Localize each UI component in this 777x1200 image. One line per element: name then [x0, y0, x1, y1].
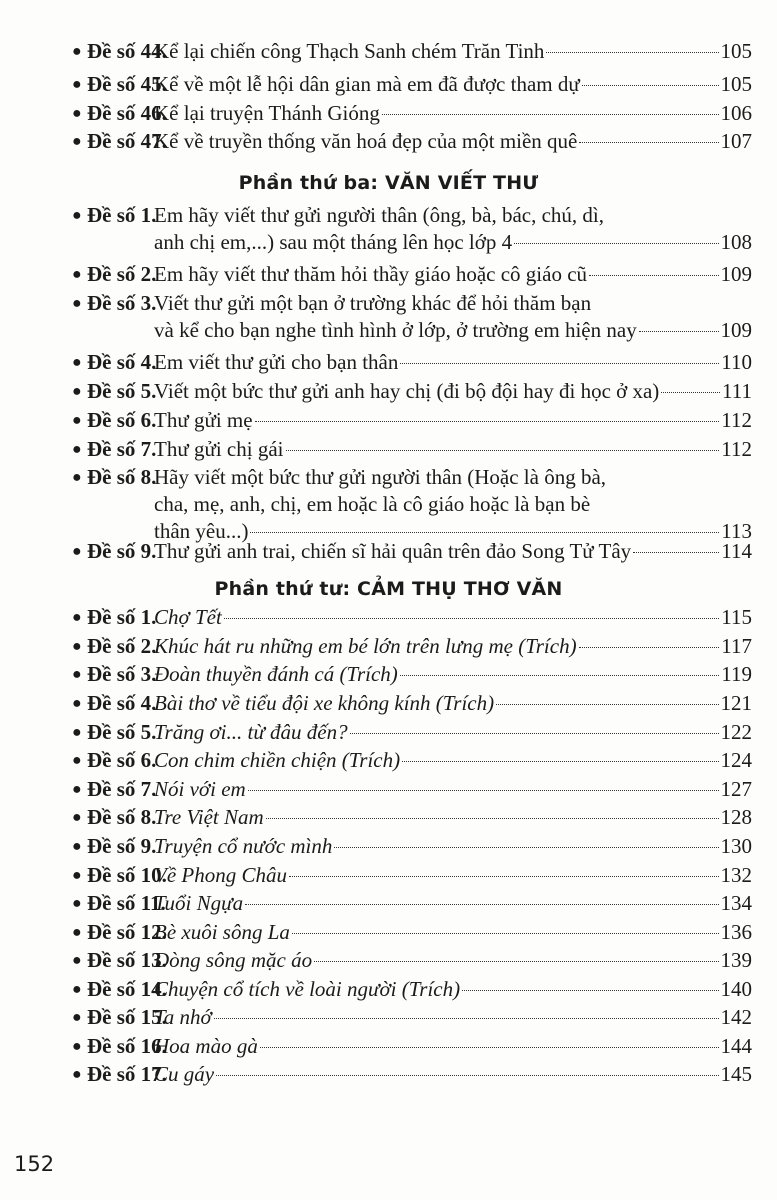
toc-entry	[72, 890, 752, 917]
entry-page-number: 112	[721, 437, 752, 461]
entry-number: Đề số 44.	[87, 39, 167, 63]
section-heading: Phần thứ ba: VĂN VIẾT THƯ	[238, 172, 539, 194]
toc-entry	[72, 661, 752, 688]
entry-number: Đề số 13.	[87, 948, 167, 972]
toc-entry	[72, 261, 752, 288]
entry-title-text: Kể lại truyện Thánh Gióng	[154, 101, 380, 125]
entry-number: Đề số 11.	[87, 891, 166, 915]
entry-title	[154, 947, 752, 974]
entry-title	[154, 71, 752, 98]
dot-leader	[579, 142, 718, 143]
entry-title-text: Con chim chiền chiện (Trích)	[154, 748, 401, 772]
entry-title	[154, 1061, 752, 1088]
entry-title-line	[154, 491, 752, 518]
entry-title-line	[154, 317, 752, 344]
entry-title-text: Trăng ơi... từ đâu đến?	[154, 720, 348, 744]
entry-title	[154, 436, 752, 463]
dot-leader	[639, 331, 719, 332]
entry-title-line	[154, 261, 752, 288]
entry-title-text: Hãy viết một bức thư gửi người thân (Hoặc là ông bà,	[154, 465, 607, 489]
entry-title-line	[154, 661, 752, 688]
entry-page-number: 115	[721, 605, 752, 629]
bullet-icon: ●	[72, 207, 82, 224]
entry-page-number: 128	[720, 805, 752, 829]
section-heading: Phần thứ tư: CẢM THỤ THƠ VĂN	[214, 578, 563, 600]
bullet-icon: ●	[72, 412, 82, 429]
entry-page-number: 117	[721, 634, 752, 658]
bullet-icon: ●	[72, 952, 82, 969]
entry-title	[154, 128, 752, 155]
entry-title-text: Khúc hát ru những em bé lớn trên lưng mẹ (Trích)	[154, 634, 577, 658]
toc-entry	[72, 407, 752, 434]
entry-title	[154, 833, 752, 860]
bullet-icon: ●	[72, 867, 82, 884]
entry-title-text: Kể lại chiến công Thạch Sanh chém Trăn Tinh	[154, 39, 545, 63]
entry-title	[154, 661, 752, 688]
entry-title-line	[154, 604, 752, 631]
toc-entry	[72, 128, 752, 155]
toc-entry	[72, 919, 752, 946]
entry-title	[154, 202, 752, 256]
bullet-icon: ●	[72, 105, 82, 122]
entry-title-text: Truyện cổ nước mình	[154, 834, 333, 858]
entry-title-line	[154, 436, 752, 463]
dot-leader	[462, 990, 718, 991]
entry-title-line	[154, 1004, 752, 1031]
entry-title-text: Viết một bức thư gửi anh hay chị (đi bộ đội hay đi học ở xa)	[154, 379, 660, 403]
toc-entry	[72, 378, 752, 405]
entry-page-number: 108	[720, 230, 752, 254]
entry-title-line	[154, 747, 752, 774]
bullet-icon: ●	[72, 895, 82, 912]
entry-title-line	[154, 128, 752, 155]
entry-title	[154, 261, 752, 288]
entry-title-line	[154, 633, 752, 660]
entry-title	[154, 862, 752, 889]
entry-page-number: 121	[720, 691, 752, 715]
dot-leader	[382, 114, 719, 115]
toc-entry	[72, 633, 752, 660]
entry-page-number: 114	[721, 539, 752, 563]
toc-entry	[72, 804, 752, 831]
entry-title-line	[154, 538, 752, 565]
entry-number: Đề số 16.	[87, 1034, 167, 1058]
entry-title-text: anh chị em,...) sau một tháng lên học lớp 4	[154, 230, 513, 254]
entry-number: Đề số 47.	[87, 129, 167, 153]
entry-title	[154, 290, 752, 344]
dot-leader	[250, 532, 719, 533]
toc-entry	[72, 100, 752, 127]
entry-title	[154, 719, 752, 746]
toc-entry	[72, 747, 752, 774]
dot-leader	[350, 733, 719, 734]
entry-page-number: 136	[720, 920, 752, 944]
entry-title-line	[154, 804, 752, 831]
entry-title-line	[154, 890, 752, 917]
bullet-icon: ●	[72, 354, 82, 371]
bullet-icon: ●	[72, 1066, 82, 1083]
entry-title-text: Đoàn thuyền đánh cá (Trích)	[154, 662, 398, 686]
entry-title	[154, 1033, 752, 1060]
entry-number: Đề số 9.	[87, 834, 157, 858]
dot-leader	[579, 647, 720, 648]
entry-page-number: 106	[720, 101, 752, 125]
entry-title	[154, 378, 752, 405]
dot-leader	[286, 450, 720, 451]
toc-entry	[72, 1033, 752, 1060]
bullet-icon: ●	[72, 809, 82, 826]
bullet-icon: ●	[72, 43, 82, 60]
bullet-icon: ●	[72, 266, 82, 283]
toc-entry	[72, 690, 752, 717]
entry-page-number: 112	[721, 408, 752, 432]
entry-title	[154, 690, 752, 717]
dot-leader	[314, 961, 718, 962]
entry-page-number: 111	[722, 379, 752, 403]
entry-number: Đề số 6.	[87, 408, 157, 432]
entry-title-text: Chuyện cổ tích về loài người (Trích)	[154, 977, 461, 1001]
entry-title	[154, 100, 752, 127]
entry-title-text: Tuổi Ngựa	[154, 891, 244, 915]
bullet-icon: ●	[72, 441, 82, 458]
entry-number: Đề số 2.	[87, 634, 157, 658]
entry-number: Đề số 5.	[87, 379, 157, 403]
entry-page-number: 139	[720, 948, 752, 972]
entry-page-number: 140	[720, 977, 752, 1001]
bullet-icon: ●	[72, 638, 82, 655]
toc-entry	[72, 1004, 752, 1031]
entry-title-line	[154, 1061, 752, 1088]
entry-title-text: Ta nhớ	[154, 1005, 212, 1029]
bullet-icon: ●	[72, 295, 82, 312]
toc-entry	[72, 349, 752, 376]
entry-number: Đề số 6.	[87, 748, 157, 772]
entry-page-number: 145	[720, 1062, 752, 1086]
entry-number: Đề số 45.	[87, 72, 167, 96]
bullet-icon: ●	[72, 752, 82, 769]
entry-title	[154, 776, 752, 803]
entry-number: Đề số 8.	[87, 465, 157, 489]
entry-number: Đề số 8.	[87, 805, 157, 829]
dot-leader	[661, 392, 720, 393]
entry-title-line	[154, 290, 752, 317]
entry-title-line	[154, 719, 752, 746]
entry-page-number: 142	[720, 1005, 752, 1029]
entry-title	[154, 407, 752, 434]
dot-leader	[334, 847, 718, 848]
entry-title	[154, 890, 752, 917]
toc-entry	[72, 862, 752, 889]
entry-title-text: Hoa mào gà	[154, 1034, 258, 1058]
dot-leader	[633, 552, 719, 553]
entry-title-line	[154, 690, 752, 717]
dot-leader	[514, 243, 718, 244]
entry-page-number: 144	[720, 1034, 752, 1058]
entry-number: Đề số 3.	[87, 662, 157, 686]
toc-entry	[72, 290, 752, 344]
entry-page-number: 105	[720, 72, 752, 96]
entry-title-text: và kể cho bạn nghe tình hình ở lớp, ở trường em hiện nay	[154, 318, 637, 342]
entry-page-number: 107	[720, 129, 752, 153]
entry-title	[154, 1004, 752, 1031]
entry-title-text: thân yêu...)	[154, 519, 249, 543]
entry-number: Đề số 4.	[87, 691, 157, 715]
dot-leader	[289, 876, 719, 877]
entry-number: Đề số 12.	[87, 920, 167, 944]
dot-leader	[248, 790, 719, 791]
entry-title-line	[154, 202, 752, 229]
bullet-icon: ●	[72, 76, 82, 93]
entry-number: Đề số 3.	[87, 291, 157, 315]
entry-title-line	[154, 71, 752, 98]
entry-page-number: 134	[720, 891, 752, 915]
entry-title-text: Em hãy viết thư thăm hỏi thầy giáo hoặc cô giáo cũ	[154, 262, 588, 286]
entry-title-line	[154, 349, 752, 376]
entry-title-line	[154, 976, 752, 1003]
bullet-icon: ●	[72, 695, 82, 712]
entry-title	[154, 804, 752, 831]
entry-title-line	[154, 38, 752, 65]
entry-page-number: 110	[721, 350, 752, 374]
toc-entry	[72, 202, 752, 256]
toc-entry	[72, 71, 752, 98]
entry-title-text: Kể về truyền thống văn hoá đẹp của một miền quê	[154, 129, 578, 153]
bullet-icon: ●	[72, 133, 82, 150]
toc-entry	[72, 538, 752, 565]
entry-title-line	[154, 464, 752, 491]
dot-leader	[546, 52, 718, 53]
dot-leader	[266, 818, 719, 819]
entry-page-number: 113	[721, 519, 752, 543]
bullet-icon: ●	[72, 724, 82, 741]
dot-leader	[582, 85, 719, 86]
entry-title-text: Chợ Tết	[154, 605, 222, 629]
dot-leader	[216, 1075, 718, 1076]
entry-title-text: Bài thơ về tiểu đội xe không kính (Trích)	[154, 691, 495, 715]
entry-page-number: 119	[721, 662, 752, 686]
bullet-icon: ●	[72, 838, 82, 855]
entry-title	[154, 976, 752, 1003]
toc-entry	[72, 1061, 752, 1088]
bullet-icon: ●	[72, 383, 82, 400]
entry-title-text: Về Phong Châu	[154, 863, 287, 887]
bullet-icon: ●	[72, 1038, 82, 1055]
dot-leader	[400, 675, 719, 676]
entry-title-text: Kể về một lễ hội dân gian mà em đã được tham dự	[154, 72, 580, 96]
entry-title	[154, 919, 752, 946]
bullet-icon: ●	[72, 469, 82, 486]
entry-number: Đề số 4.	[87, 350, 157, 374]
toc-entry	[72, 976, 752, 1003]
dot-leader	[292, 933, 719, 934]
entry-page-number: 130	[720, 834, 752, 858]
entry-title	[154, 38, 752, 65]
entry-number: Đề số 17.	[87, 1062, 167, 1086]
entry-title-line	[154, 776, 752, 803]
entry-number: Đề số 9.	[87, 539, 157, 563]
entry-title-text: Dòng sông mặc áo	[154, 948, 313, 972]
bullet-icon: ●	[72, 781, 82, 798]
dot-leader	[245, 904, 718, 905]
entry-title-line	[154, 862, 752, 889]
dot-leader	[589, 275, 718, 276]
toc-entry	[72, 719, 752, 746]
toc-entry	[72, 436, 752, 463]
entry-title-line	[154, 947, 752, 974]
entry-title-text: Em viết thư gửi cho bạn thân	[154, 350, 399, 374]
entry-title	[154, 633, 752, 660]
bullet-icon: ●	[72, 924, 82, 941]
entry-page-number: 132	[720, 863, 752, 887]
entry-title-line	[154, 100, 752, 127]
entry-number: Đề số 46.	[87, 101, 167, 125]
toc-entry	[72, 604, 752, 631]
entry-title-text: Cu gáy	[154, 1062, 215, 1086]
toc-entry	[72, 947, 752, 974]
entry-number: Đề số 14.	[87, 977, 167, 1001]
entry-number: Đề số 2.	[87, 262, 157, 286]
dot-leader	[255, 421, 720, 422]
bullet-icon: ●	[72, 981, 82, 998]
toc-entry	[72, 464, 752, 545]
entry-title-text: Tre Việt Nam	[154, 805, 264, 829]
entry-title	[154, 538, 752, 565]
dot-leader	[496, 704, 718, 705]
toc-entry	[72, 38, 752, 65]
dot-leader	[214, 1018, 719, 1019]
entry-page-number: 105	[720, 39, 752, 63]
dot-leader	[224, 618, 719, 619]
dot-leader	[260, 1047, 719, 1048]
entry-number: Đề số 1.	[87, 605, 157, 629]
entry-number: Đề số 1.	[87, 203, 157, 227]
entry-title	[154, 464, 752, 545]
page-number: 152	[14, 1152, 55, 1176]
entry-title-line	[154, 919, 752, 946]
bullet-icon: ●	[72, 543, 82, 560]
entry-title-line	[154, 229, 752, 256]
bullet-icon: ●	[72, 1009, 82, 1026]
entry-title	[154, 604, 752, 631]
entry-title-line	[154, 407, 752, 434]
entry-title-text: Bè xuôi sông La	[154, 920, 290, 944]
entry-title-line	[154, 833, 752, 860]
entry-title-text: Nói với em	[154, 777, 246, 801]
entry-title	[154, 747, 752, 774]
entry-title-text: Thư gửi chị gái	[154, 437, 284, 461]
entry-title-line	[154, 378, 752, 405]
entry-title-text: Viết thư gửi một bạn ở trường khác để hỏi thăm bạn	[154, 291, 592, 315]
dot-leader	[400, 363, 719, 364]
bullet-icon: ●	[72, 609, 82, 626]
entry-page-number: 122	[720, 720, 752, 744]
entry-number: Đề số 15.	[87, 1005, 167, 1029]
dot-leader	[402, 761, 718, 762]
entry-page-number: 127	[720, 777, 752, 801]
entry-title	[154, 349, 752, 376]
toc-entry	[72, 833, 752, 860]
entry-title-line	[154, 1033, 752, 1060]
entry-title-text: cha, mẹ, anh, chị, em hoặc là cô giáo hoặc là bạn bè	[154, 492, 591, 516]
entry-number: Đề số 10.	[87, 863, 167, 887]
entry-title-text: Thư gửi mẹ	[154, 408, 253, 432]
entry-page-number: 109	[720, 318, 752, 342]
entry-number: Đề số 7.	[87, 777, 157, 801]
entry-page-number: 109	[720, 262, 752, 286]
toc-entry	[72, 776, 752, 803]
entry-title-text: Em hãy viết thư gửi người thân (ông, bà, bác, chú, dì,	[154, 203, 604, 227]
entry-number: Đề số 5.	[87, 720, 157, 744]
entry-number: Đề số 7.	[87, 437, 157, 461]
entry-page-number: 124	[720, 748, 752, 772]
entry-title-text: Thư gửi anh trai, chiến sĩ hải quân trên đảo Song Tử Tây	[154, 539, 632, 563]
bullet-icon: ●	[72, 666, 82, 683]
